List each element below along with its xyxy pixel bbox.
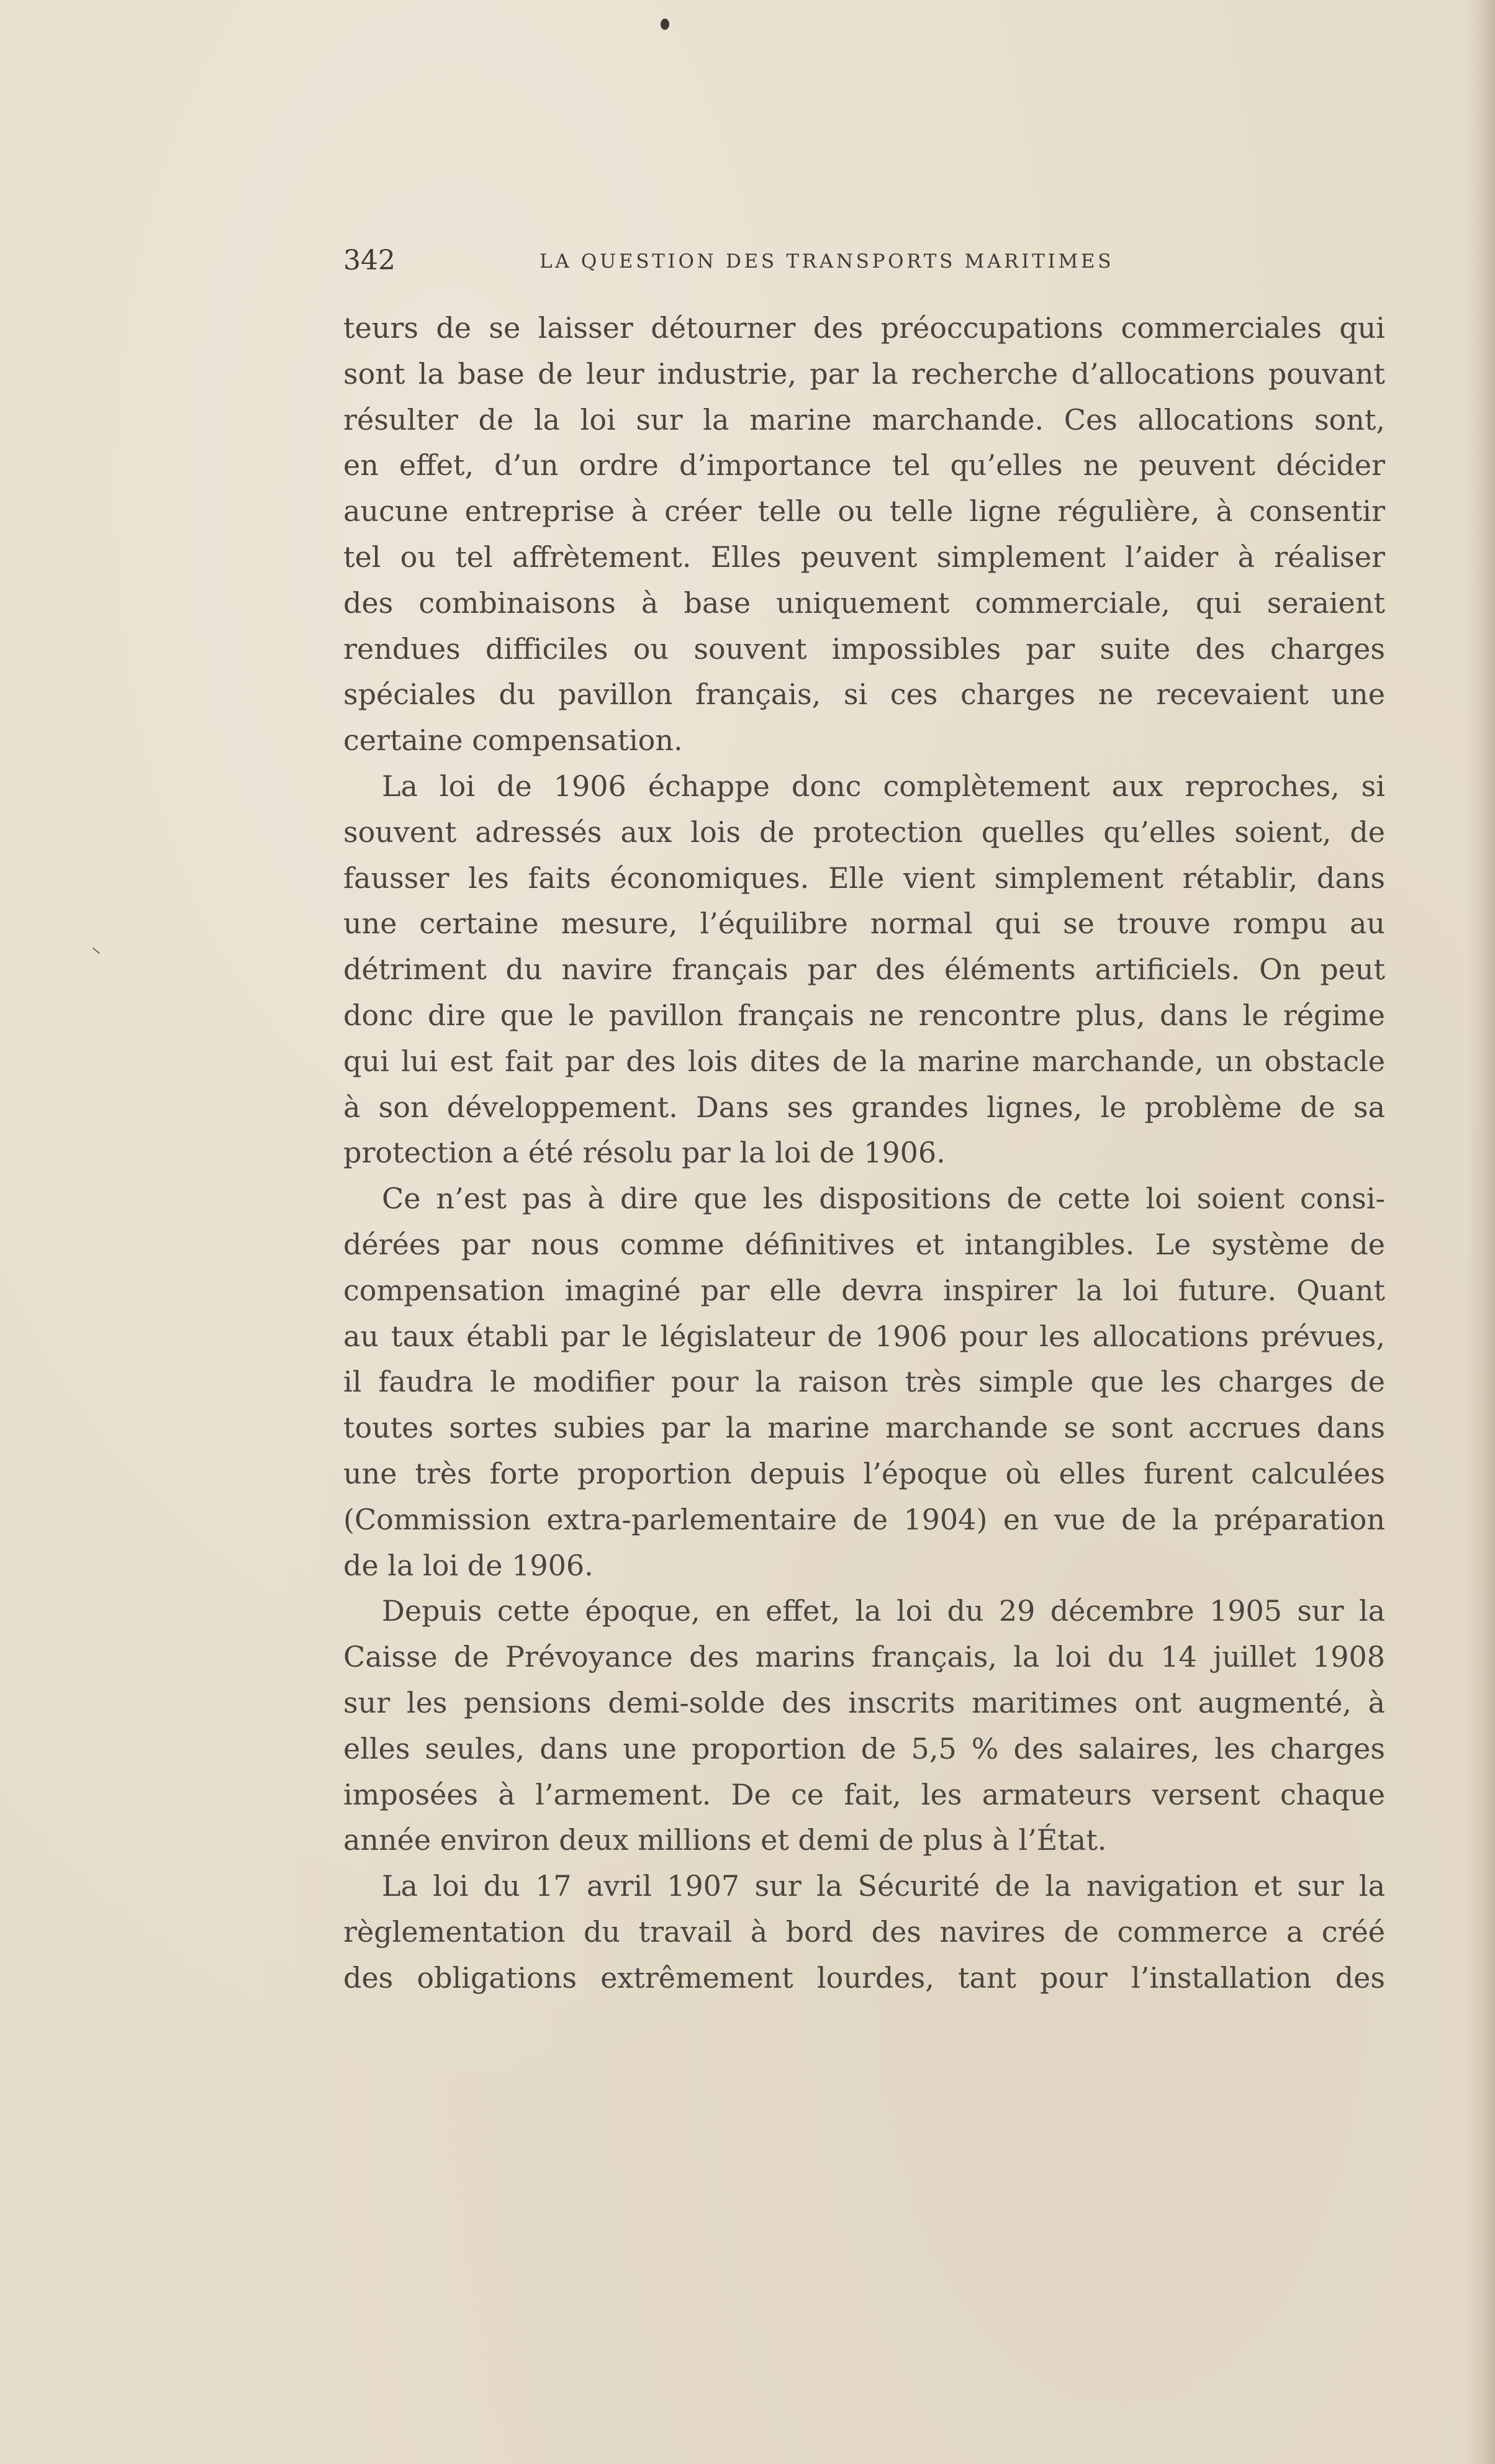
text-line: (Commission extra-parlementaire de 1904) en vue de la préparation [343,1502,1385,1536]
text-line: Depuis cette époque, en effet, la loi du 29 décembre 1905 sur la [382,1594,1385,1628]
text-line: en effet, d’un ordre d’importance tel qu’elles ne peuvent décider [343,448,1385,482]
text-line: aucune entreprise à créer telle ou telle ligne régulière, à consentir [343,494,1385,528]
page-number: 342 [343,245,395,276]
top-ink-dot [661,19,669,30]
text-line: Caisse de Prévoyance des marins français, la loi du 14 juillet 1908 [343,1640,1385,1674]
text-line: résulter de la loi sur la marine marchande. Ces allocations sont, [343,402,1385,437]
page-edge-shadow [1466,0,1495,2464]
text-line: La loi du 17 avril 1907 sur la Sécurité de la navigation et sur la [382,1869,1385,1903]
body-text [343,306,1385,2001]
margin-stray-mark [93,948,100,954]
text-line: toutes sortes subies par la marine marchande se sont accrues dans [343,1411,1385,1445]
text-line: La loi de 1906 échappe donc complètement aux reproches, si [382,769,1385,803]
text-line: Ce n’est pas à dire que les dispositions de cette loi soient consi- [382,1182,1385,1216]
text-line: teurs de se laisser détourner des préoccupations commerciales qui [343,311,1385,345]
text-line: fausser les faits économiques. Elle vient simplement rétablir, dans [343,861,1385,895]
text-line: certaine compensation. [343,723,683,758]
text-line: une très forte proportion depuis l’époque où elles furent calculées [343,1456,1385,1490]
text-line: une certaine mesure, l’équilibre normal qui se trouve rompu au [343,907,1385,941]
text-line: de la loi de 1906. [343,1548,594,1582]
text-line: au taux établi par le législateur de 1906 pour les allocations prévues, [343,1319,1385,1353]
text-line: spéciales du pavillon français, si ces charges ne recevaient une [343,677,1385,712]
text-line: dérées par nous comme définitives et intangibles. Le système de [343,1227,1385,1261]
text-line: année environ deux millions et demi de plus à l’État. [343,1823,1107,1857]
text-line: qui lui est fait par des lois dites de la marine marchande, un obstacle [343,1044,1385,1078]
text-line: donc dire que le pavillon français ne rencontre plus, dans le régime [343,998,1385,1032]
text-line: détriment du navire français par des éléments artificiels. On peut [343,953,1385,987]
text-line: compensation imaginé par elle devra inspirer la loi future. Quant [343,1273,1385,1307]
text-line: règlementation du travail à bord des navires de commerce a créé [343,1914,1385,1949]
text-line: elles seules, dans une proportion de 5,5 % des salaires, les charges [343,1731,1385,1765]
text-line: tel ou tel affrètement. Elles peuvent simplement l’aider à réaliser [343,540,1385,574]
text-line: imposées à l’armement. De ce fait, les armateurs versent chaque [343,1777,1385,1811]
text-line: des obligations extrêmement lourdes, tant pour l’installation des [343,1960,1385,1995]
text-line: à son développement. Dans ses grandes lignes, le problème de sa [343,1090,1385,1124]
text-line: souvent adressés aux lois de protection quelles qu’elles soient, de [343,815,1385,849]
text-line: sont la base de leur industrie, par la recherche d’allocations pouvant [343,356,1385,391]
running-title: LA QUESTION DES TRANSPORTS MARITIMES [540,250,1114,273]
text-line: sur les pensions demi-solde des inscrits maritimes ont augmenté, à [343,1685,1385,1719]
text-line: rendues difficiles ou souvent impossibles par suite des charges [343,632,1385,666]
text-line: des combinaisons à base uniquement commerciale, qui seraient [343,586,1385,620]
running-header [343,242,1388,279]
text-line: il faudra le modifier pour la raison très simple que les charges de [343,1365,1385,1399]
text-line: protection a été résolu par la loi de 1906. [343,1136,946,1170]
